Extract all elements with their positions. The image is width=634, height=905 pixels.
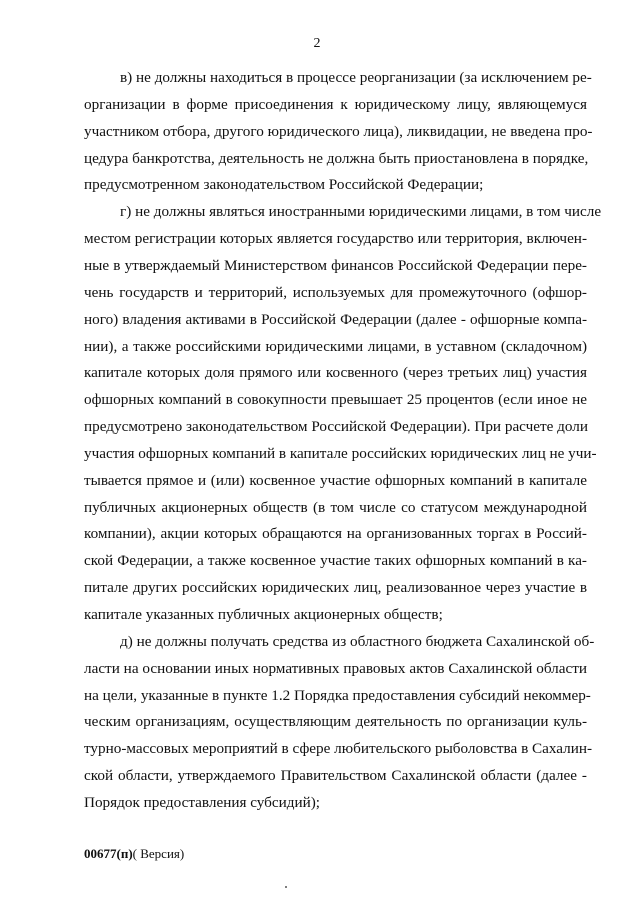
paragraph-3-line: ческим организациям, осуществляющим деятельность по организации куль- xyxy=(84,713,587,731)
paragraph-2-line: капитале которых доля прямого или косвенного (через третьих лиц) участия xyxy=(84,364,587,382)
paragraph-2-line: компании), акции которых обращаются на организованных торгах в Россий- xyxy=(84,525,587,543)
paragraph-2-line: участия офшорных компаний в капитале российских юридических лиц не учи- xyxy=(84,444,597,462)
paragraph-2-line: нии), а также российскими юридическими лицами, в уставном (складочном) xyxy=(84,337,587,355)
paragraph-1-line: предусмотренном законодательством Российской Федерации; xyxy=(84,176,484,194)
paragraph-2-line: местом регистрации которых является государство или территория, включен- xyxy=(84,230,587,248)
paragraph-3-line: д) не должны получать средства из областного бюджета Сахалинской об- xyxy=(120,632,595,650)
paragraph-1-line: цедура банкротства, деятельность не должна быть приостановлена в порядке, xyxy=(84,149,589,167)
paragraph-1-line: участником отбора, другого юридического лица), ликвидации, не введена про- xyxy=(84,122,593,140)
paragraph-2-line: публичных акционерных обществ (в том числе со статусом международной xyxy=(84,498,587,516)
paragraph-3-line: на цели, указанные в пункте 1.2 Порядка предоставления субсидий некоммер- xyxy=(84,686,591,704)
paragraph-2-line: капитале указанных публичных акционерных обществ; xyxy=(84,606,443,623)
page-number: 2 xyxy=(313,36,321,51)
document-code: 00677(п) xyxy=(84,846,133,861)
paragraph-3-line: ской области, утверждаемого Правительством Сахалинской области (далее - xyxy=(84,767,587,785)
paragraph-2-line: г) не должны являться иностранными юридическими лицами, в том числе xyxy=(120,203,602,221)
paragraph-2-line: предусмотрено законодательством Российской Федерации). При расчете доли xyxy=(84,418,589,436)
paragraph-2-line: тывается прямое и (или) косвенное участие офшорных компаний в капитале xyxy=(84,471,587,489)
paragraph-1-line: в) не должны находиться в процессе реорганизации (за исключением ре- xyxy=(120,69,592,86)
paragraph-3-line: Порядок предоставления субсидий); xyxy=(84,793,321,811)
scan-speck xyxy=(285,886,287,888)
paragraph-1-line: организации в форме присоединения к юридическому лицу, являющемуся xyxy=(84,95,587,113)
paragraph-2-line: офшорных компаний в совокупности превышает 25 процентов (если иное не xyxy=(84,391,587,409)
document-footer xyxy=(84,846,184,862)
paragraph-2-line: ного) владения активами в Российской Федерации (далее - офшорные компа- xyxy=(84,310,587,328)
document-version: ( Версия) xyxy=(132,846,185,861)
paragraph-2-line: ской Федерации, а также косвенное участие таких офшорных компаний в ка- xyxy=(84,552,587,570)
paragraph-2-line: чень государств и территорий, используемых для промежуточного (офшор- xyxy=(84,283,587,301)
paragraph-3-line: ласти на основании иных нормативных правовых актов Сахалинской области xyxy=(84,659,587,677)
paragraph-2-line: ные в утверждаемый Министерством финансов Российской Федерации пере- xyxy=(84,256,587,274)
paragraph-3-line: турно-массовых мероприятий в сфере любительского рыболовства в Сахалин- xyxy=(84,740,593,758)
paragraph-2-line: питале других российских юридических лиц, реализованное через участие в xyxy=(84,579,587,597)
